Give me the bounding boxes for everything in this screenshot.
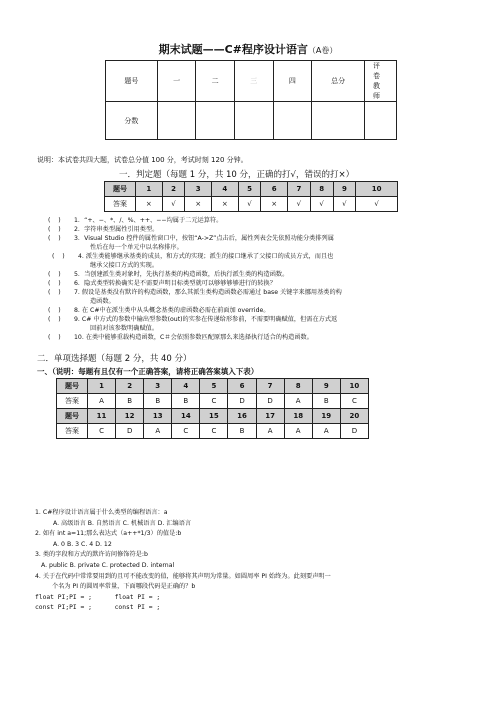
score-cell — [234, 102, 273, 140]
judge-item: ( ) 10. 在类中能够重载构造函数，C＃会依照参数匹配原那么来选择执行适合的构造函数。 — [48, 334, 313, 341]
section2-subtitle: 一、（说明：每题有且仅有一个正确答案，请将正确答案填入下表） — [37, 367, 259, 376]
score-label-three: 三 — [234, 61, 273, 102]
answer-cell: 13 — [144, 409, 172, 424]
mc-question: 4. 关于在代码中常常要用到的且可不能改变的值，能够将其声明为常量。如圆周率 PI 始终为。此刻要声明一 — [35, 572, 331, 580]
answer-cell: B — [116, 394, 144, 409]
answer-cell: 19 — [312, 409, 340, 424]
answer-cell: D — [228, 394, 256, 409]
answer-cell: A — [284, 424, 312, 439]
answer-cell: 1 — [88, 379, 116, 394]
answer-cell: 5 — [238, 182, 261, 197]
answer-cell: × — [185, 197, 212, 212]
answer-cell: 9 — [333, 182, 356, 197]
score-cell — [312, 102, 365, 140]
answer-cell: 2 — [116, 379, 144, 394]
judge-item-cont: 性后在每一个单元中以名称排序。 — [90, 244, 183, 251]
row-label-cell: 题号 — [57, 409, 88, 424]
title-text: 期末试题——C#程序设计语言 — [158, 43, 308, 56]
answer-cell: 1 — [136, 182, 163, 197]
score-label-one: 一 — [157, 61, 196, 102]
judge-item: ( ) 1．“+、−、*、/、%、++、−−均属于二元运算符。 — [48, 217, 223, 224]
answer-cell: A — [144, 424, 172, 439]
row-label-cell: 题号 — [105, 182, 136, 197]
answer-cell: 10 — [356, 182, 398, 197]
answer-cell: 4 — [172, 379, 200, 394]
answer-cell: 17 — [256, 409, 284, 424]
answer-cell: × — [212, 197, 239, 212]
row-label-cell: 题号 — [57, 379, 88, 394]
mc-questions — [35, 508, 331, 614]
score-cell — [273, 102, 312, 140]
answer-cell: 3 — [144, 379, 172, 394]
answer-cell: 3 — [185, 182, 212, 197]
judge-list — [48, 216, 342, 342]
answer-cell: B — [172, 394, 200, 409]
judge-item: ( ) 2．字符串类型属性引用类型。 — [48, 226, 159, 233]
score-cell — [157, 102, 196, 140]
score-table — [105, 60, 397, 140]
judge-item: ( ) 9. C# 中方式的参数中输出型参数(out)的实参在传递给形参前，不需要明确赋值，但需在方式返 — [48, 316, 338, 323]
row-label-cell: 答案 — [57, 394, 88, 409]
judge-item: ( ) 5．当创建派生类对象时，先执行基类的构造函数，后执行派生类的构造函数。 — [48, 271, 289, 278]
answer-cell: 5 — [200, 379, 228, 394]
answer-cell: √ — [333, 197, 356, 212]
mc-options: A. 高级语言 B. 自然语言 C. 机械语言 D. 汇编语言 — [53, 519, 192, 527]
answer-cell: B — [144, 394, 172, 409]
answer-cell: C — [200, 424, 228, 439]
answer-cell: √ — [310, 197, 333, 212]
mc-options: A. public B. private C. protected D. internal — [41, 561, 175, 569]
section1-answer-table — [104, 181, 398, 212]
mc-question: 1. C#程序设计语言属于什么类型的编程语言：a — [35, 509, 168, 516]
answer-cell: 9 — [312, 379, 340, 394]
score-label-number: 题号 — [106, 61, 158, 102]
judge-item: ( ) 7. 假设是基类没有默许的构造函数，那么其派生类构造函数必需通过 base 关键字来挪用基类的构 — [48, 289, 342, 296]
answer-cell: B — [312, 394, 340, 409]
answer-cell: 10 — [340, 379, 368, 394]
answer-cell: A — [88, 394, 116, 409]
score-label-two: 二 — [196, 61, 235, 102]
judge-item-cont: 继承父接口方式的实现。 — [90, 262, 159, 269]
section2-title: 二．单项选择题（每题 2 分，共 40 分） — [37, 354, 192, 364]
answer-cell: A — [256, 424, 284, 439]
answer-cell: 8 — [310, 182, 333, 197]
answer-cell: × — [136, 197, 163, 212]
answer-cell: √ — [238, 197, 261, 212]
page-title — [0, 41, 496, 57]
score-label-total: 总分 — [312, 61, 365, 102]
mc-options: A. 0 B. 3 C. 4 D. 12 — [53, 540, 112, 548]
judge-item: ( ) 4. 派生类能够继承基类的成员，和方式的实现；派生的接口继承了父接口的成员方式，而且也 — [52, 253, 334, 260]
exam-note: 说明：本试卷共四大题，试卷总分值 100 分，考试时刻 120 分钟。 — [37, 156, 248, 164]
answer-cell: √ — [162, 197, 185, 212]
answer-cell: B — [228, 424, 256, 439]
answer-cell: 15 — [200, 409, 228, 424]
answer-cell: 14 — [172, 409, 200, 424]
answer-cell: D — [340, 424, 368, 439]
answer-cell: C — [340, 394, 368, 409]
answer-cell: 4 — [212, 182, 239, 197]
answer-cell: A — [284, 394, 312, 409]
answer-cell: 8 — [284, 379, 312, 394]
answer-cell: 7 — [288, 182, 311, 197]
code-line: float PI;PI = ; float PI = ; — [35, 593, 161, 601]
row-label-cell: 答案 — [57, 424, 88, 439]
answer-cell: A — [312, 424, 340, 439]
answer-cell: × — [261, 197, 288, 212]
score-cell — [365, 102, 397, 140]
judge-item-cont: 造函数。 — [90, 298, 115, 305]
judge-item: ( ) 8. 在 C#中在派生类中从头概念基类的虚函数必需在前面加 override。 — [48, 307, 270, 314]
answer-cell: 6 — [228, 379, 256, 394]
section2-answer-table — [56, 378, 369, 439]
mc-question-cont: 个名为 PI 的圆周率常量，下面哪段代码是正确的？b — [52, 583, 196, 591]
answer-cell: 2 — [162, 182, 185, 197]
answer-cell: C — [88, 424, 116, 439]
answer-cell: 16 — [228, 409, 256, 424]
code-line: const PI;PI = ; const PI = ; — [35, 604, 161, 612]
judge-item-cont: 回前对该参数明确赋值。 — [90, 325, 159, 332]
answer-cell: C — [172, 424, 200, 439]
score-label-grader: 评卷教师 — [365, 61, 397, 102]
answer-cell: 18 — [284, 409, 312, 424]
section1-title: 一．判定题（每题 1 分，共 10 分，正确的打√，错误的打×） — [119, 170, 355, 180]
mc-question: 2. 如有 int a=11;那么表达式（a++*1/3）的值是:b — [35, 530, 182, 538]
answer-cell: D — [256, 394, 284, 409]
judge-item: ( ) 6．隐式类型转换确实是不需要声明目标类型就可以够够够够进行的转换？ — [48, 280, 276, 287]
answer-cell: √ — [288, 197, 311, 212]
title-suffix: （A卷） — [307, 46, 338, 55]
score-cell — [196, 102, 235, 140]
score-label-four: 四 — [273, 61, 312, 102]
score-row-label: 分数 — [106, 102, 158, 140]
answer-cell: √ — [356, 197, 398, 212]
answer-cell: 20 — [340, 409, 368, 424]
answer-cell: 7 — [256, 379, 284, 394]
row-label-cell: 答案 — [105, 197, 136, 212]
mc-question: 3. 类的字段和方式的默许访问修饰符是:b — [35, 551, 148, 559]
answer-cell: 6 — [261, 182, 288, 197]
answer-cell: D — [116, 424, 144, 439]
answer-cell: C — [200, 394, 228, 409]
answer-cell: 11 — [88, 409, 116, 424]
answer-cell: 12 — [116, 409, 144, 424]
judge-item: ( ) 3．Visual Studio 控件的属性窗口中，按钮“A->Z”点击后，属性列表会先依照功能分类排列属 — [48, 235, 334, 242]
